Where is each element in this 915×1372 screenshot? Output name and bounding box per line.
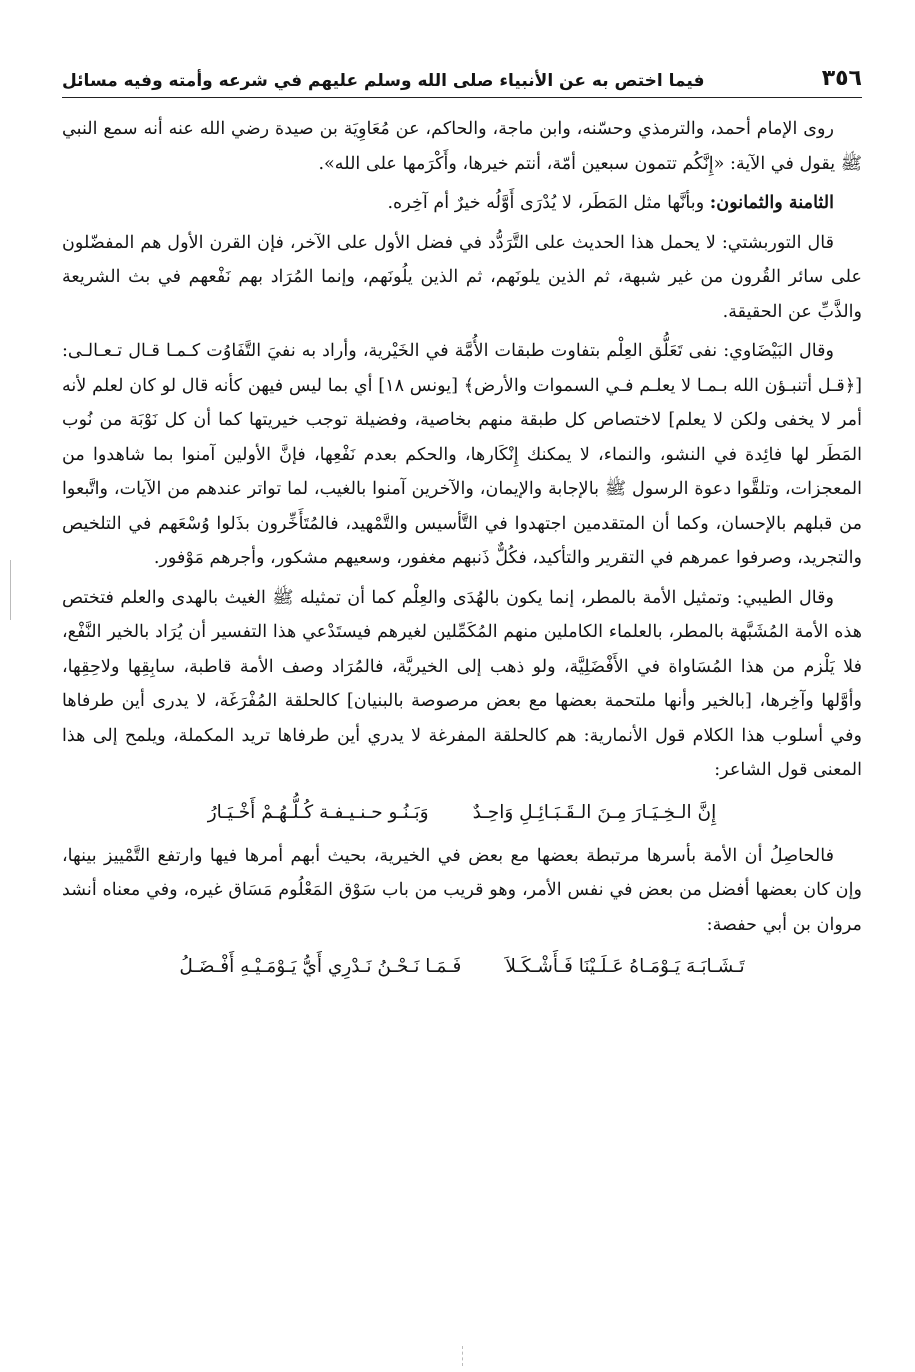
paragraph-conclusion (62, 839, 862, 943)
chapter-title: فيما اختص به عن الأنبياء صلى الله وسلم عليهم في شرعه وأمته وفيه مسائل (62, 71, 705, 91)
paragraph-body: وقال البَيْضَاوي: نفى تَعَلُّق العِلْم بتفاوت طبقات الأُمَّة في الخَيْرية، وأراد به نفيَ التَّفَاوُت كـمـا قـال تـعـالـى: [﴿قـل أتنبـؤن الله بـمـا لا يعلـم فـي السموات والأرض﴾ [يونس ١٨] أي بما ليس فيهن كأنه قال لو كان لعلم لأنه أمر لا يخفى ولكن لا يعلم] لاختصاص كل طبقة منهم بخاصية، وفضيلة توجب خيريتها كما أن كل نَوْبَة من نُوب المَطَر لها فائِدة في النشو، والنماء، لا يمكنك إِنْكَارها، والحكم بعدم نَفْعِها، فإنَّ الأولين آمنوا بما شاهدوا من المعجزات، وتلقَّوا دعوة الرسول ﷺ بالإجابة والإيمان، والآخرين آمنوا بالغيب، لما تواتر عندهم من الآيات، واتَّبعوا من قبلهم بالإحسان، وكما أن المتقدمين اجتهدوا في التَّأسيس والتَّمْهيد، فالمُتَأَخِّرون بذَلوا وُسْعَهم في التلخيص والتجريد، وصرفوا عمرهم في التقرير والتأكيد، فكُلٌّ ذَنبهم مغفور، وسعيهم مشكور، وأجرهم مَوْفور. (62, 341, 862, 568)
verse-second-hemistich: وَبَـنُـو حـنـيـفـة كُـلُّـهُـمْ أَخْـيَـارُ (207, 801, 429, 823)
verse-first-hemistich: تَـشَـابَـهَ يَـوْمَـاهُ عَـلَـيْنَا فَـأَشْـكَـلاَ (505, 956, 745, 977)
paragraph-body: وبأنَّها مثل المَطَر، لا يُدْرَى أَوَّلُه خيرٌ أم آخِره. (387, 193, 710, 213)
paragraph-turbushti (62, 226, 862, 330)
paragraph-lead: الثامنة والثمانون: (709, 192, 834, 213)
verse-second-hemistich: فَـمَـا نَـحْـنُ نَـدْرِي أَيُّ يَـوْمَـيْـهِ أَفْـضَـلُ (179, 956, 462, 977)
paragraph-body: وقال الطيبي: وتمثيل الأمة بالمطر، إنما يكون بالهُدَى والعِلْم كما أن تمثيله ﷺ الغيث بالهدى والعلم فتختص هذه الأمة المُشَبَّهة بالمطر، بالعلماء الكاملين منهم المُكَمِّلين لغيرهم فيستَدْعي هذا التفسير أن يُرَاد بالخير النَّفْع، فلا يَلْزم من هذا المُسَاواة في الأَفْضَلِيَّة، ولو ذهب إلى الخيريَّة، فالمُرَاد وصف الأمة قاطبة، سابِقِها ولاحِقِها، وأوَّلها وآخِرها، [بالخير وأنها ملتحمة بعضها مع بعض مرصوصة بالبنيان] كالحلقة المُفْرَغَة، لا يدرى أين طرفاها وفي أسلوب هذا الكلام قول الأنمارية: هم كالحلقة المفرغة لا يدري أين طرفاها تريد المكملة، ويلمح إلى هذا المعنى قول الشاعر: (62, 587, 862, 780)
poem-verse (62, 793, 862, 833)
paragraph-hadith (62, 112, 862, 181)
running-header (62, 58, 862, 98)
page-number: ٣٥٦ (821, 66, 862, 91)
paragraph-point-88 (62, 186, 862, 221)
main-text (62, 112, 862, 993)
paragraph-body: فالحاصِلُ أن الأمة بأسرها مرتبطة بعضها مع بعض في الخيرية، بحيث أبهم أمرها فيها وارتفع التَّمْييز بينها، وإن كان بعضها أفضل من بعض في نفس الأمر، وهو قريب من باب سَوْق المَعْلُوم مَسَاق غيره، وفي معناه أنشد مروان بن أبي حفصة: (62, 845, 862, 935)
poem-verse (62, 947, 862, 987)
scan-gutter-mark (462, 1346, 463, 1366)
paragraph-tibi (62, 581, 862, 788)
verse-first-hemistich: إِنَّ الـخِـيَـارَ مِـنَ الـقَـبَـائِـلِ وَاحِـدٌ (472, 801, 717, 823)
scan-margin-mark (10, 560, 11, 620)
paragraph-baydawi (62, 334, 862, 576)
paragraph-body: قال التوربشتي: لا يحمل هذا الحديث على التَّرَدُّد في فضل الأول على الآخر، فإن القرن الأول هم المفضّلون على سائر القُرون من غير شبهة، ثم الذين يلونَهم، ثم الذين يلُونَهم، وإنما المُرَاد بهم نَفْعهم في بث الشريعة والذَّبِّ عن الحقيقة. (62, 232, 862, 322)
paragraph-body: روى الإمام أحمد، والترمذي وحسّنه، وابن ماجة، والحاكم، عن مُعَاوِيَة بن صيدة رضي الله عنه أنه سمع النبي ﷺ يقول في الآية: «إِنَّكُم تتمون سبعين أمّة، أنتم خيرها، وأَكْرَمها على الله». (62, 119, 862, 174)
